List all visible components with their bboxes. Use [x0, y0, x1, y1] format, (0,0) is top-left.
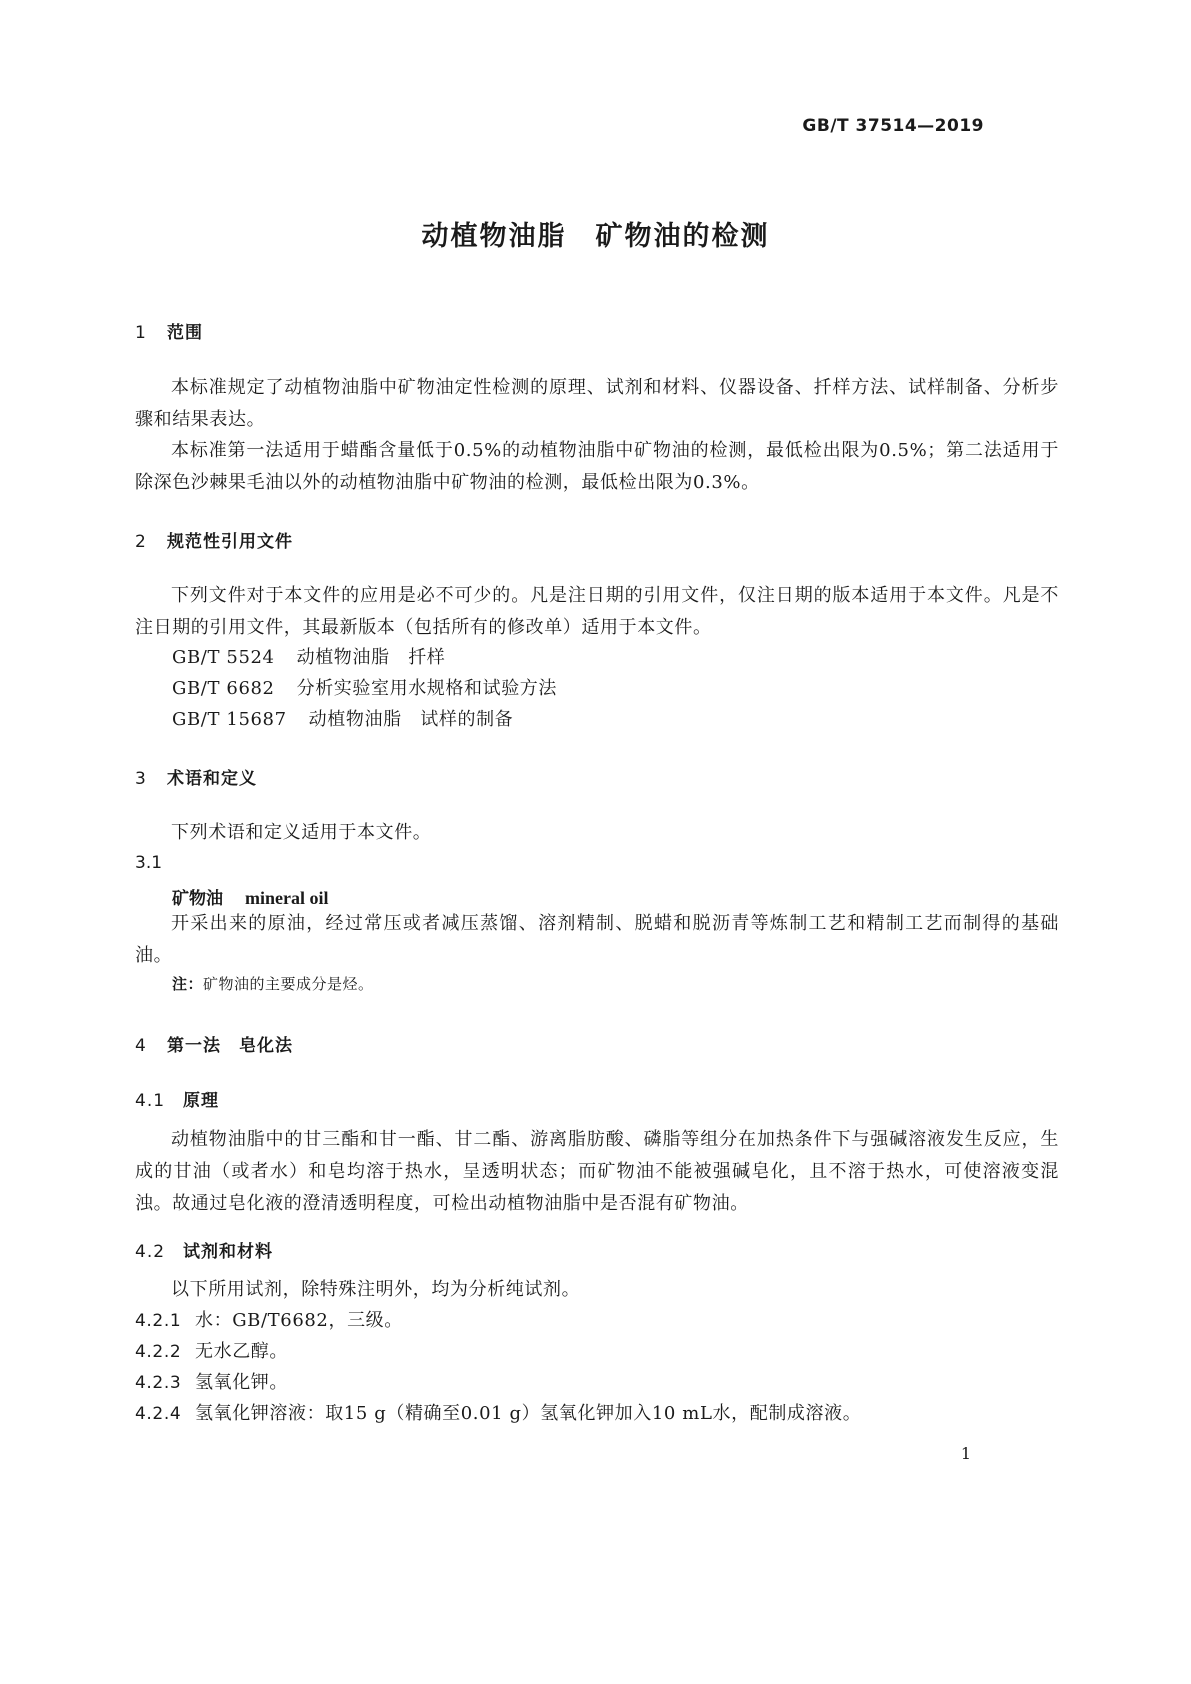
section-3-heading	[135, 764, 257, 789]
section-4-heading	[135, 1031, 293, 1056]
section-number: 3	[135, 769, 147, 789]
reference-item	[172, 673, 557, 705]
item-text: 氢氧化钾。	[195, 1372, 288, 1393]
section-number: 4	[135, 1036, 147, 1056]
section-title: 规范性引用文件	[167, 532, 293, 552]
subsection-title: 试剂和材料	[183, 1242, 273, 1262]
note-text: 矿物油的主要成分是烃。	[203, 975, 374, 993]
item-number: 4.2.2	[135, 1342, 182, 1362]
section-number: 1	[135, 323, 147, 343]
term-chinese: 矿物油	[172, 889, 223, 909]
reagent-item	[135, 1398, 861, 1430]
term-definition: 开采出来的原油，经过常压或者减压蒸馏、溶剂精制、脱蜡和脱沥青等炼制工艺和精制工艺而制得的基础油。	[135, 913, 1059, 966]
reagent-item	[135, 1336, 288, 1368]
section-2-heading	[135, 527, 293, 552]
note-label: 注：	[172, 975, 204, 993]
subsection-title: 原理	[183, 1091, 219, 1111]
reagent-item	[135, 1305, 403, 1337]
reference-item	[172, 642, 445, 674]
item-text: 无水乙醇。	[195, 1341, 288, 1362]
document-title: 动植物油脂 矿物油的检测	[421, 221, 770, 252]
reference-code: GB/T 15687	[172, 709, 287, 730]
item-number: 4.2.1	[135, 1311, 182, 1331]
section-title: 第一法 皂化法	[167, 1036, 293, 1056]
reference-title: 动植物油脂 扦样	[296, 647, 446, 668]
principle-paragraph: 动植物油脂中的甘三酯和甘一酯、甘二酯、游离脂肪酸、磷脂等组分在加热条件下与强碱溶液发生反应，生成的甘油（或者水）和皂均溶于热水，呈透明状态；而矿物油不能被强碱皂化，且不溶于热水，可使溶液变混浊。故通过皂化液的澄清透明程度，可检出动植物油脂中是否混有矿物油。	[135, 1129, 1059, 1214]
item-text: 氢氧化钾溶液：取15 g（精确至0.01 g）氢氧化钾加入10 mL水，配制成溶液。	[195, 1403, 862, 1424]
term-heading	[172, 884, 329, 909]
subsection-4-1-heading	[135, 1086, 219, 1111]
reference-item	[172, 704, 513, 736]
page-number: 1	[960, 1444, 971, 1463]
term-note	[172, 973, 374, 994]
term-number: 3.1	[135, 853, 163, 873]
section-1-heading	[135, 318, 203, 343]
scope-paragraph-1: 本标准规定了动植物油脂中矿物油定性检测的原理、试剂和材料、仪器设备、扦样方法、试样制备、分析步骤和结果表达。	[135, 377, 1059, 430]
scope-paragraph-2: 本标准第一法适用于蜡酯含量低于0.5%的动植物油脂中矿物油的检测，最低检出限为0.5%；第二法适用于除深色沙棘果毛油以外的动植物油脂中矿物油的检测，最低检出限为0.3%。	[135, 440, 1059, 493]
standard-number: GB/T 37514—2019	[802, 116, 984, 136]
term-english: mineral oil	[245, 888, 329, 908]
reagent-item	[135, 1367, 288, 1399]
reference-code: GB/T 5524	[172, 647, 275, 668]
item-number: 4.2.4	[135, 1404, 182, 1424]
item-text: 水：GB/T6682，三级。	[195, 1310, 403, 1331]
section-title: 范围	[167, 323, 203, 343]
section-number: 2	[135, 532, 147, 552]
reagents-intro: 以下所用试剂，除特殊注明外，均为分析纯试剂。	[171, 1279, 581, 1300]
reference-code: GB/T 6682	[172, 678, 275, 699]
references-intro: 下列文件对于本文件的应用是必不可少的。凡是注日期的引用文件，仅注日期的版本适用于本文件。凡是不注日期的引用文件，其最新版本（包括所有的修改单）适用于本文件。	[135, 585, 1059, 638]
reference-title: 动植物油脂 试样的制备	[308, 709, 514, 730]
reference-title: 分析实验室用水规格和试验方法	[296, 678, 558, 699]
item-number: 4.2.3	[135, 1373, 182, 1393]
subsection-number: 4.1	[135, 1091, 166, 1111]
section-title: 术语和定义	[167, 769, 257, 789]
subsection-number: 4.2	[135, 1242, 166, 1262]
subsection-4-2-heading	[135, 1237, 273, 1262]
terms-intro: 下列术语和定义适用于本文件。	[171, 822, 432, 843]
